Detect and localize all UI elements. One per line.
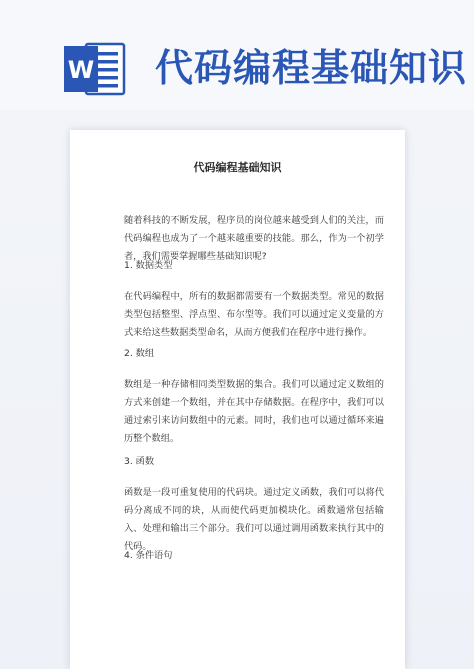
section-body: 函数是一段可重复使用的代码块。通过定义函数，我们可以将代码分离成不同的块，从而使代码更加模块化。函数通常包括输入、处理和输出三个部分。我们可以通过调用函数来执行其中的代码。 — [124, 487, 384, 552]
section-body: 在代码编程中，所有的数据都需要有一个数据类型。常见的数据类型包括整型、浮点型、布尔型等。我们可以通过定义变量的方式来给这些数据类型命名，从而方便我们在程序中进行操作。 — [124, 291, 384, 338]
document-page — [70, 130, 405, 669]
section-body: 数组是一种存储相同类型数据的集合。我们可以通过定义数组的方式来创建一个数组，并在其中存储数据。在程序中，我们可以通过索引来访问数组中的元素。同时，我们也可以通过循环来遍历整个数组。 — [124, 379, 384, 444]
document-title: 代码编程基础知识 — [193, 161, 282, 174]
section-heading: 1. 数据类型 — [124, 260, 173, 271]
header-banner — [0, 0, 474, 110]
section-heading: 4. 条件语句 — [124, 550, 173, 561]
word-logo-letter: W — [67, 56, 95, 84]
word-logo-icon — [64, 40, 126, 98]
intro-paragraph: 随着科技的不断发展，程序员的岗位越来越受到人们的关注，而代码编程也成为了一个越来越重要的技能。那么，作为一个初学者，我们需要掌握哪些基础知识呢? — [124, 215, 384, 262]
section-heading: 2. 数组 — [124, 348, 155, 359]
banner-title: 代码编程基础知识 — [155, 46, 468, 90]
section-heading: 3. 函数 — [124, 456, 155, 467]
